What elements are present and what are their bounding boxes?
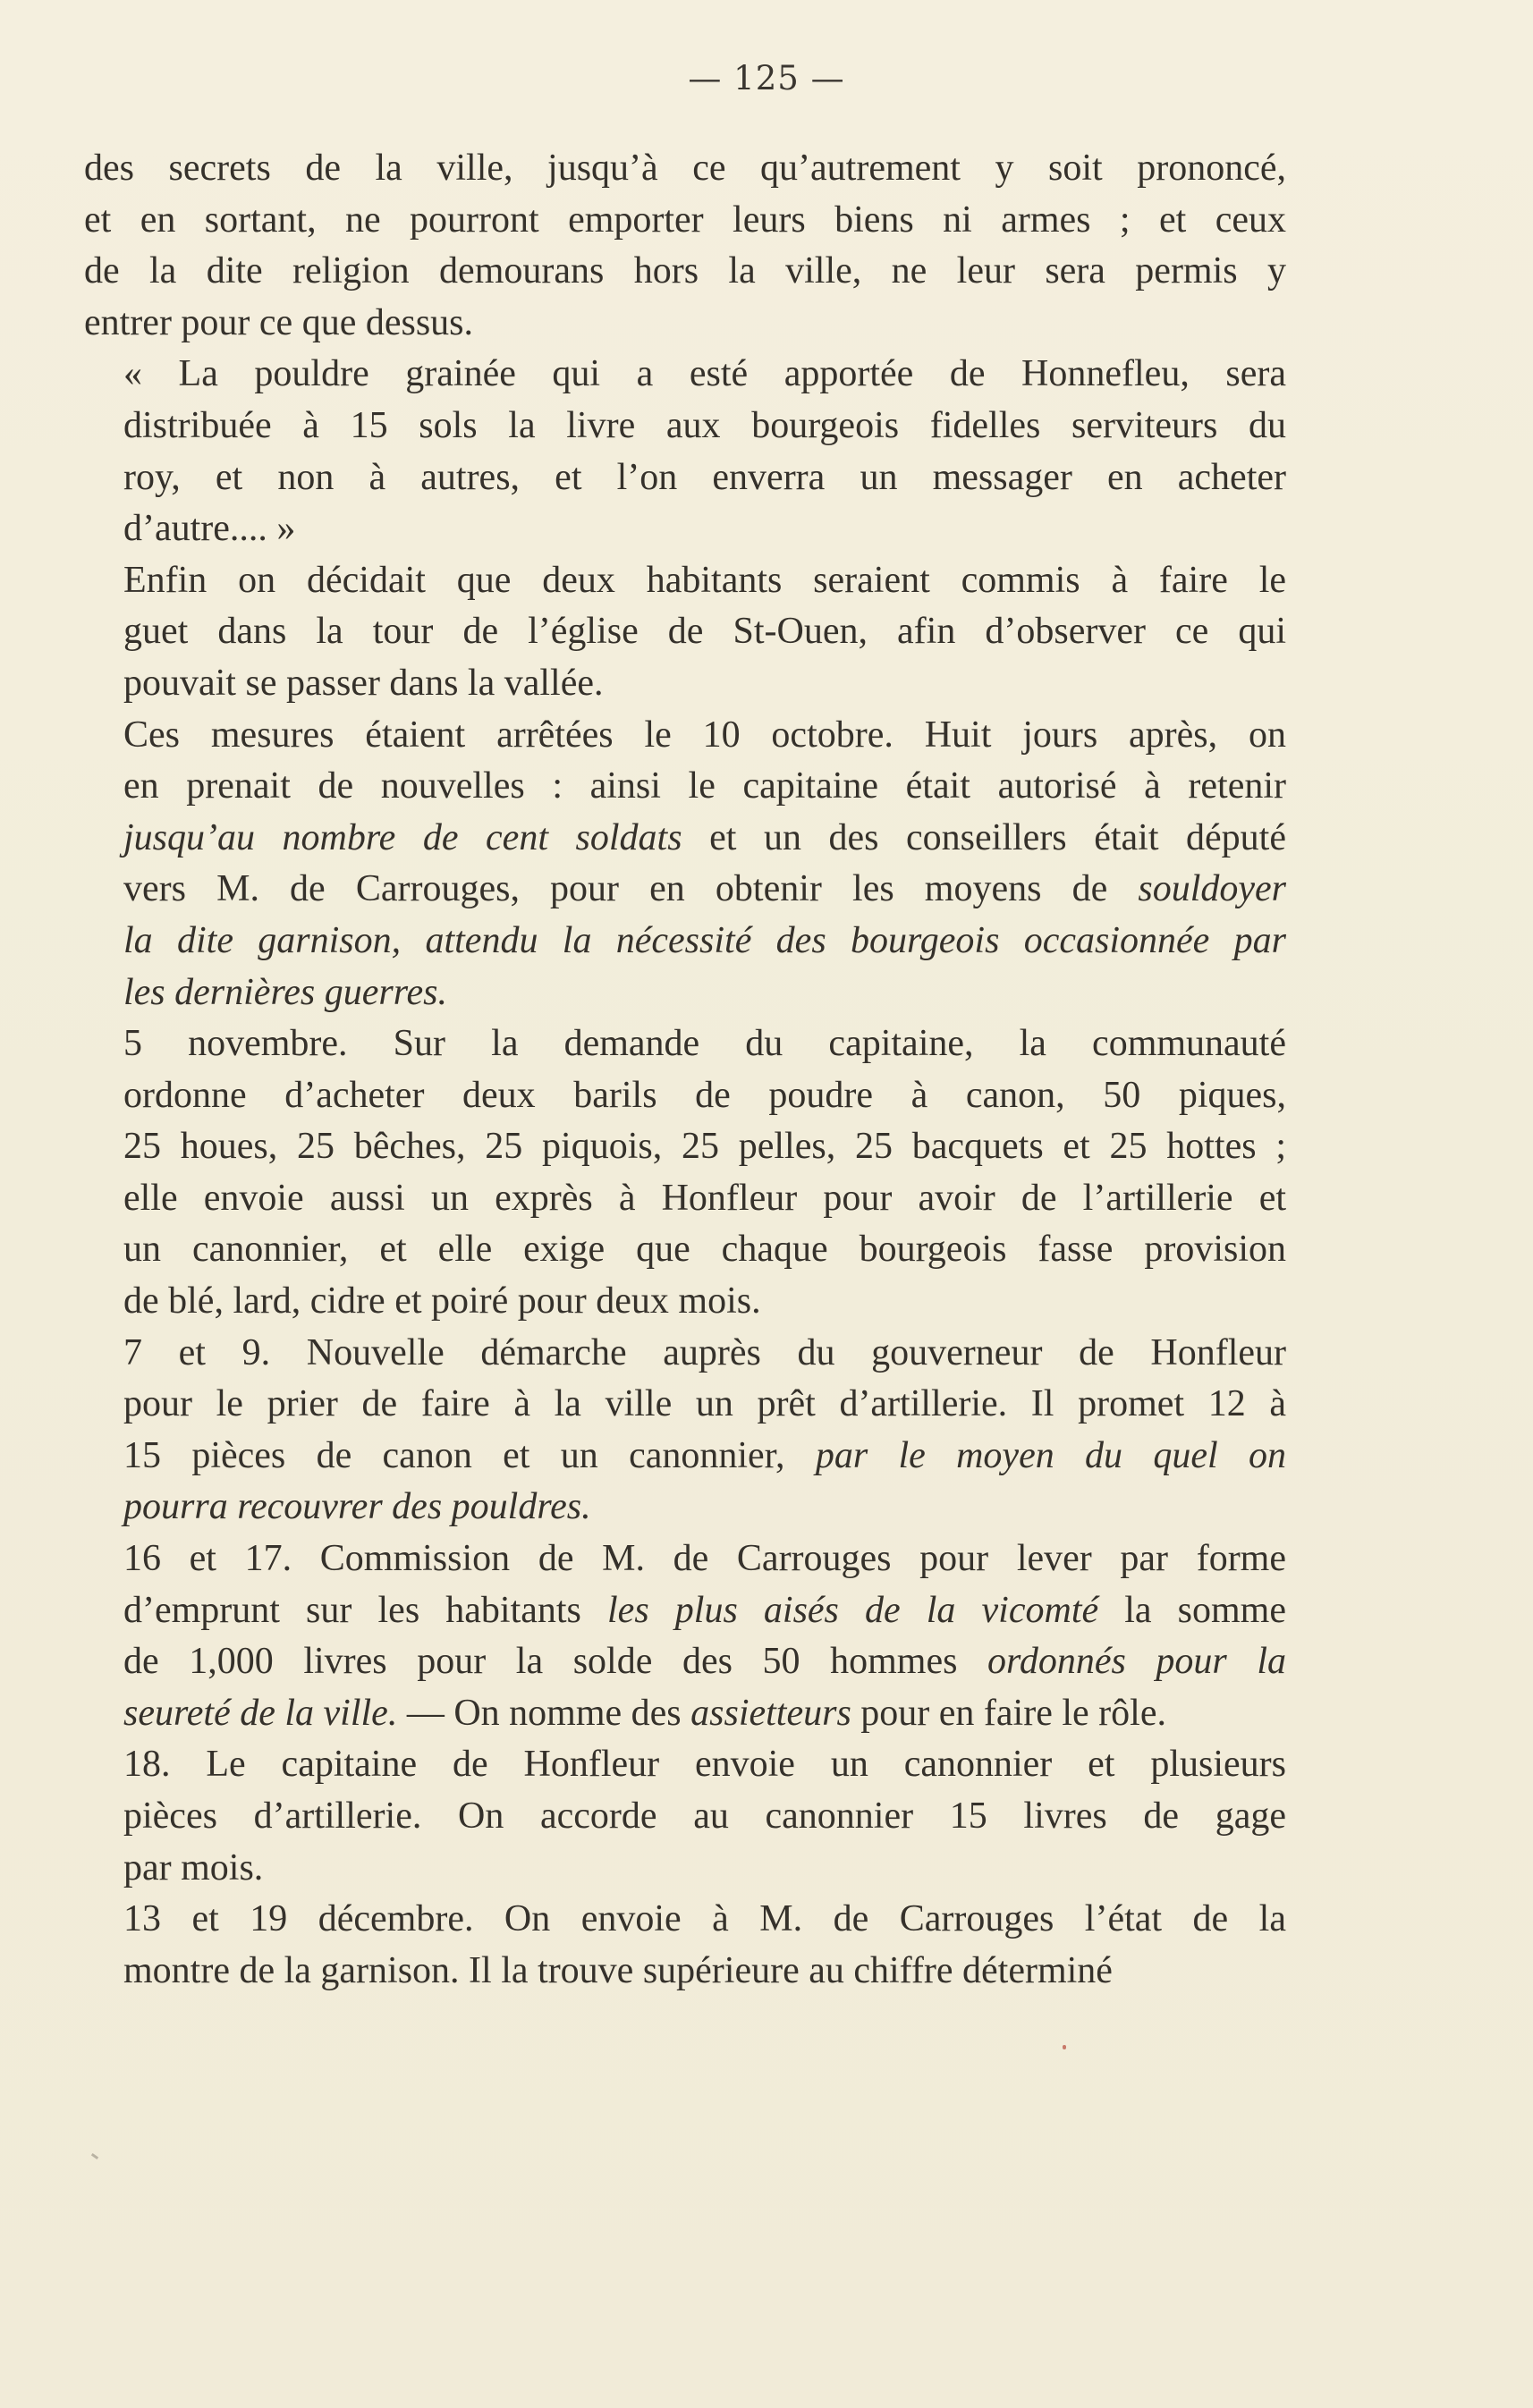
- text-line: [84, 143, 1286, 195]
- text-line: [84, 1121, 1286, 1173]
- text-run: montre de la garnison. Il la trouve supérieure au chiffre déterminé: [123, 1949, 1113, 1991]
- text-line: [84, 401, 1286, 452]
- text-run: 13 et 19 décembre. On envoie à M. de Carrouges l’état de la: [123, 1898, 1286, 1940]
- text-run: ordonne d’acheter deux barils de poudre à canon, 50 piques,: [123, 1074, 1286, 1116]
- italic-text: souldoyer: [1138, 868, 1286, 910]
- text-run: « La pouldre grainée qui a esté apportée de Honnefleu, sera: [123, 353, 1286, 395]
- text-line: [84, 916, 1286, 967]
- text-line: [84, 710, 1286, 762]
- italic-text: pourra recouvrer des pouldres.: [123, 1486, 591, 1528]
- text-line: [84, 761, 1286, 813]
- paragraph: [84, 349, 1286, 554]
- text-line: [84, 1276, 1286, 1328]
- text-run: 5 novembre. Sur la demande du capitaine, la communauté: [123, 1023, 1286, 1065]
- text-line: [84, 503, 1286, 555]
- page-number: — 125 —: [688, 59, 845, 97]
- text-line: [84, 1534, 1286, 1585]
- text-run: — On nomme des: [397, 1692, 691, 1734]
- text-run: Ces mesures étaient arrêtées le 10 octobre. Huit jours après, on: [123, 714, 1286, 756]
- text-run: d’emprunt sur les habitants: [123, 1589, 608, 1631]
- text-line: [84, 555, 1286, 607]
- paragraph: [84, 1894, 1286, 1997]
- text-line: [84, 1636, 1286, 1688]
- text-run: et en sortant, ne pourront emporter leurs biens ni armes ; et ceux: [84, 199, 1286, 241]
- text-run: 7 et 9. Nouvelle démarche auprès du gouverneur de Honfleur: [123, 1331, 1286, 1373]
- text-line: [84, 1791, 1286, 1843]
- text-line: [84, 1018, 1286, 1070]
- italic-text: par le moyen du quel on: [815, 1434, 1286, 1476]
- text-line: [84, 864, 1286, 916]
- text-line: [84, 195, 1286, 247]
- text-line: [84, 1328, 1286, 1380]
- text-line: [84, 813, 1286, 865]
- text-run: de blé, lard, cidre et poiré pour deux mois.: [123, 1280, 761, 1322]
- text-run: 16 et 17. Commission de M. de Carrouges pour lever par forme: [123, 1538, 1286, 1580]
- text-run: pouvait se passer dans la vallée.: [123, 662, 604, 704]
- text-line: [84, 1688, 1286, 1740]
- text-line: [84, 1585, 1286, 1637]
- text-run: par mois.: [123, 1846, 264, 1888]
- text-run: en prenait de nouvelles : ainsi le capitaine était autorisé à retenir: [123, 765, 1286, 807]
- text-run: pour en faire le rôle.: [851, 1692, 1166, 1734]
- ink-speck: [1063, 2045, 1066, 2049]
- text-run: elle envoie aussi un exprès à Honfleur pour avoir de l’artillerie et: [123, 1177, 1286, 1219]
- italic-text: la dite garnison, attendu la nécessité des bourgeois occasionnée par: [123, 919, 1286, 961]
- italic-text: assietteurs: [690, 1692, 851, 1734]
- text-line: [84, 1894, 1286, 1946]
- text-line: [84, 658, 1286, 710]
- text-run: pièces d’artillerie. On accorde au canonnier 15 livres de gage: [123, 1795, 1286, 1837]
- paragraph: [84, 1534, 1286, 1739]
- paragraph: [84, 1328, 1286, 1534]
- text-line: [84, 1482, 1286, 1534]
- paragraph: [84, 1739, 1286, 1894]
- text-run: Enfin on décidait que deux habitants seraient commis à faire le: [123, 559, 1286, 601]
- text-run: un canonnier, et elle exige que chaque bourgeois fasse provision: [123, 1229, 1286, 1271]
- text-run: et un des conseillers était député: [682, 816, 1286, 858]
- italic-text: les dernières guerres.: [123, 971, 447, 1013]
- text-run: vers M. de Carrouges, pour en obtenir les moyens de: [123, 868, 1139, 910]
- italic-text: les plus aisés de la vicomté: [607, 1589, 1099, 1631]
- paragraph: [84, 555, 1286, 710]
- italic-text: jusqu’au nombre de cent soldats: [123, 816, 682, 858]
- text-run: distribuée à 15 sols la livre aux bourgeois fidelles serviteurs du: [123, 404, 1286, 446]
- text-line: [84, 1070, 1286, 1122]
- text-run: 15 pièces de canon et un canonnier,: [123, 1434, 816, 1476]
- paper-mark: [91, 2153, 98, 2159]
- text-line: [84, 1739, 1286, 1791]
- paragraph: [84, 143, 1286, 349]
- text-line: [84, 1379, 1286, 1431]
- text-line: [84, 1843, 1286, 1895]
- text-run: 25 houes, 25 bêches, 25 piquois, 25 pelles, 25 bacquets et 25 hottes ;: [123, 1126, 1286, 1168]
- text-line: [84, 246, 1286, 298]
- text-run: de la dite religion demourans hors la ville, ne leur sera permis y: [84, 250, 1286, 292]
- text-line: [84, 967, 1286, 1019]
- body-text: [84, 143, 1286, 1997]
- text-run: la somme: [1098, 1589, 1286, 1631]
- text-line: [84, 298, 1286, 350]
- text-run: entrer pour ce que dessus.: [84, 301, 474, 343]
- text-run: pour le prier de faire à la ville un prêt d’artillerie. Il promet 12 à: [123, 1383, 1286, 1425]
- italic-text: seureté de la ville.: [123, 1692, 398, 1734]
- text-run: d’autre.... »: [123, 508, 296, 550]
- text-line: [84, 1431, 1286, 1483]
- text-run: 18. Le capitaine de Honfleur envoie un canonnier et plusieurs: [123, 1744, 1286, 1786]
- text-line: [84, 1946, 1286, 1998]
- text-run: de 1,000 livres pour la solde des 50 hommes: [123, 1641, 988, 1683]
- text-run: roy, et non à autres, et l’on enverra un messager en acheter: [123, 456, 1286, 498]
- text-line: [84, 1173, 1286, 1225]
- text-line: [84, 1224, 1286, 1276]
- text-line: [84, 349, 1286, 401]
- italic-text: ordonnés pour la: [987, 1641, 1286, 1683]
- text-run: des secrets de la ville, jusqu’à ce qu’autrement y soit prononcé,: [84, 148, 1286, 189]
- paragraph: [84, 1018, 1286, 1328]
- text-line: [84, 606, 1286, 658]
- paragraph: [84, 710, 1286, 1019]
- text-line: [84, 452, 1286, 504]
- text-run: guet dans la tour de l’église de St-Ouen, afin d’observer ce qui: [123, 611, 1286, 653]
